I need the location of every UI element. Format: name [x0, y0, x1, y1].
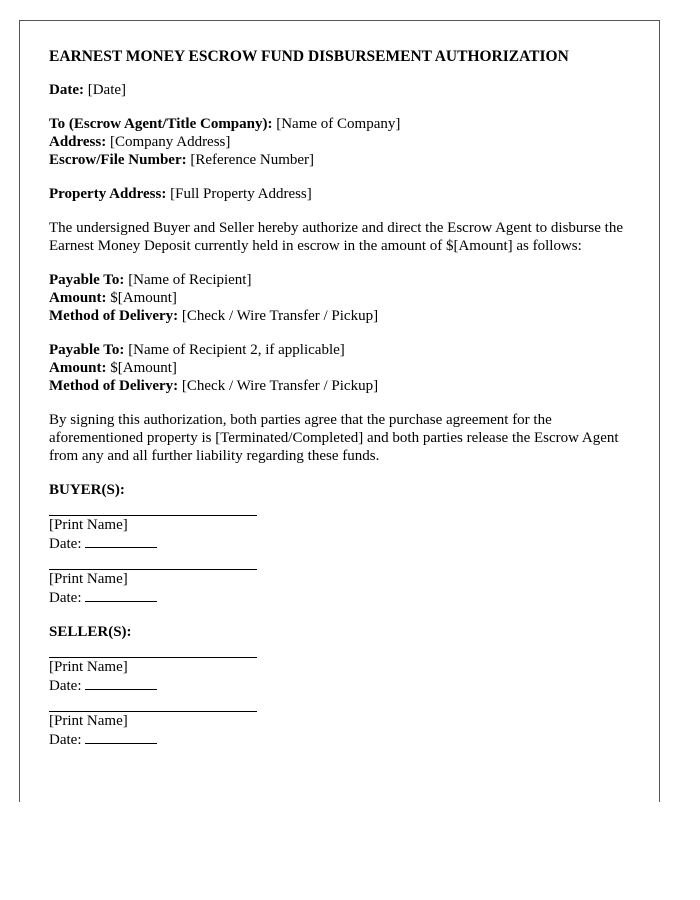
to-label: To (Escrow Agent/Title Company): — [49, 116, 273, 132]
date-blank-line[interactable] — [85, 676, 157, 690]
date-blank-line[interactable] — [85, 534, 157, 548]
document-title: EARNEST MONEY ESCROW FUND DISBURSEMENT AUTHORIZATION — [49, 48, 569, 65]
buyer-signature-block — [49, 569, 634, 607]
to-line — [49, 115, 634, 133]
signature-date-row — [49, 588, 634, 607]
date-label: Date: — [49, 536, 82, 552]
delivery-method-label: Method of Delivery: — [49, 378, 179, 394]
buyers-heading: BUYER(S): — [49, 482, 125, 498]
print-name-label: [Print Name] — [49, 659, 128, 675]
delivery-method-line — [49, 377, 634, 395]
payee-block-2 — [49, 341, 634, 395]
escrow-number-line — [49, 151, 634, 169]
date-label: Date: — [49, 590, 82, 606]
amount-value: $[Amount] — [106, 360, 177, 376]
date-section — [49, 81, 634, 99]
recipient-section — [49, 115, 634, 169]
property-line — [49, 185, 634, 203]
amount-label: Amount: — [49, 360, 107, 376]
print-name-label: [Print Name] — [49, 713, 128, 729]
payable-to-label: Payable To: — [49, 342, 125, 358]
date-blank-line[interactable] — [85, 730, 157, 744]
amount-line — [49, 289, 634, 307]
document-content — [49, 47, 634, 765]
payable-to-value: [Name of Recipient] — [124, 272, 252, 288]
buyer-signature-block — [49, 515, 634, 553]
date-line — [49, 81, 634, 99]
print-name-label: [Print Name] — [49, 571, 128, 587]
signature-date-row — [49, 676, 634, 695]
payable-to-value: [Name of Recipient 2, if applicable] — [124, 342, 345, 358]
date-label: Date: — [49, 82, 84, 98]
address-label: Address: — [49, 134, 107, 150]
date-label: Date: — [49, 732, 82, 748]
property-label: Property Address: — [49, 186, 167, 202]
property-value: [Full Property Address] — [166, 186, 312, 202]
amount-line — [49, 359, 634, 377]
document-page — [19, 20, 660, 802]
address-value: [Company Address] — [106, 134, 231, 150]
print-name-label: [Print Name] — [49, 517, 128, 533]
payable-to-line — [49, 271, 634, 289]
delivery-method-line — [49, 307, 634, 325]
signature-date-row — [49, 534, 634, 553]
sellers-heading: SELLER(S): — [49, 624, 132, 640]
escrow-number-value: [Reference Number] — [186, 152, 315, 168]
intro-paragraph: The undersigned Buyer and Seller hereby authorize and direct the Escrow Agent to disburse the Earnest Money Deposit currently held in escrow in the amount of $[Amount] as follows: — [49, 220, 623, 254]
date-label: Date: — [49, 678, 82, 694]
to-value: [Name of Company] — [272, 116, 401, 132]
seller-signature-block — [49, 711, 634, 749]
payable-to-label: Payable To: — [49, 272, 125, 288]
address-line — [49, 133, 634, 151]
delivery-method-value: [Check / Wire Transfer / Pickup] — [178, 308, 379, 324]
amount-value: $[Amount] — [106, 290, 177, 306]
delivery-method-label: Method of Delivery: — [49, 308, 179, 324]
seller-signature-block — [49, 657, 634, 695]
amount-label: Amount: — [49, 290, 107, 306]
date-value: [Date] — [83, 82, 127, 98]
payable-to-line — [49, 341, 634, 359]
signature-date-row — [49, 730, 634, 749]
agreement-paragraph: By signing this authorization, both parties agree that the purchase agreement for the aforementioned property is [Terminated/Completed] and both parties release the Escrow Agent from any and all further liability regarding these funds. — [49, 412, 619, 464]
escrow-number-label: Escrow/File Number: — [49, 152, 187, 168]
delivery-method-value: [Check / Wire Transfer / Pickup] — [178, 378, 379, 394]
property-section — [49, 185, 634, 203]
payee-block-1 — [49, 271, 634, 325]
date-blank-line[interactable] — [85, 588, 157, 602]
